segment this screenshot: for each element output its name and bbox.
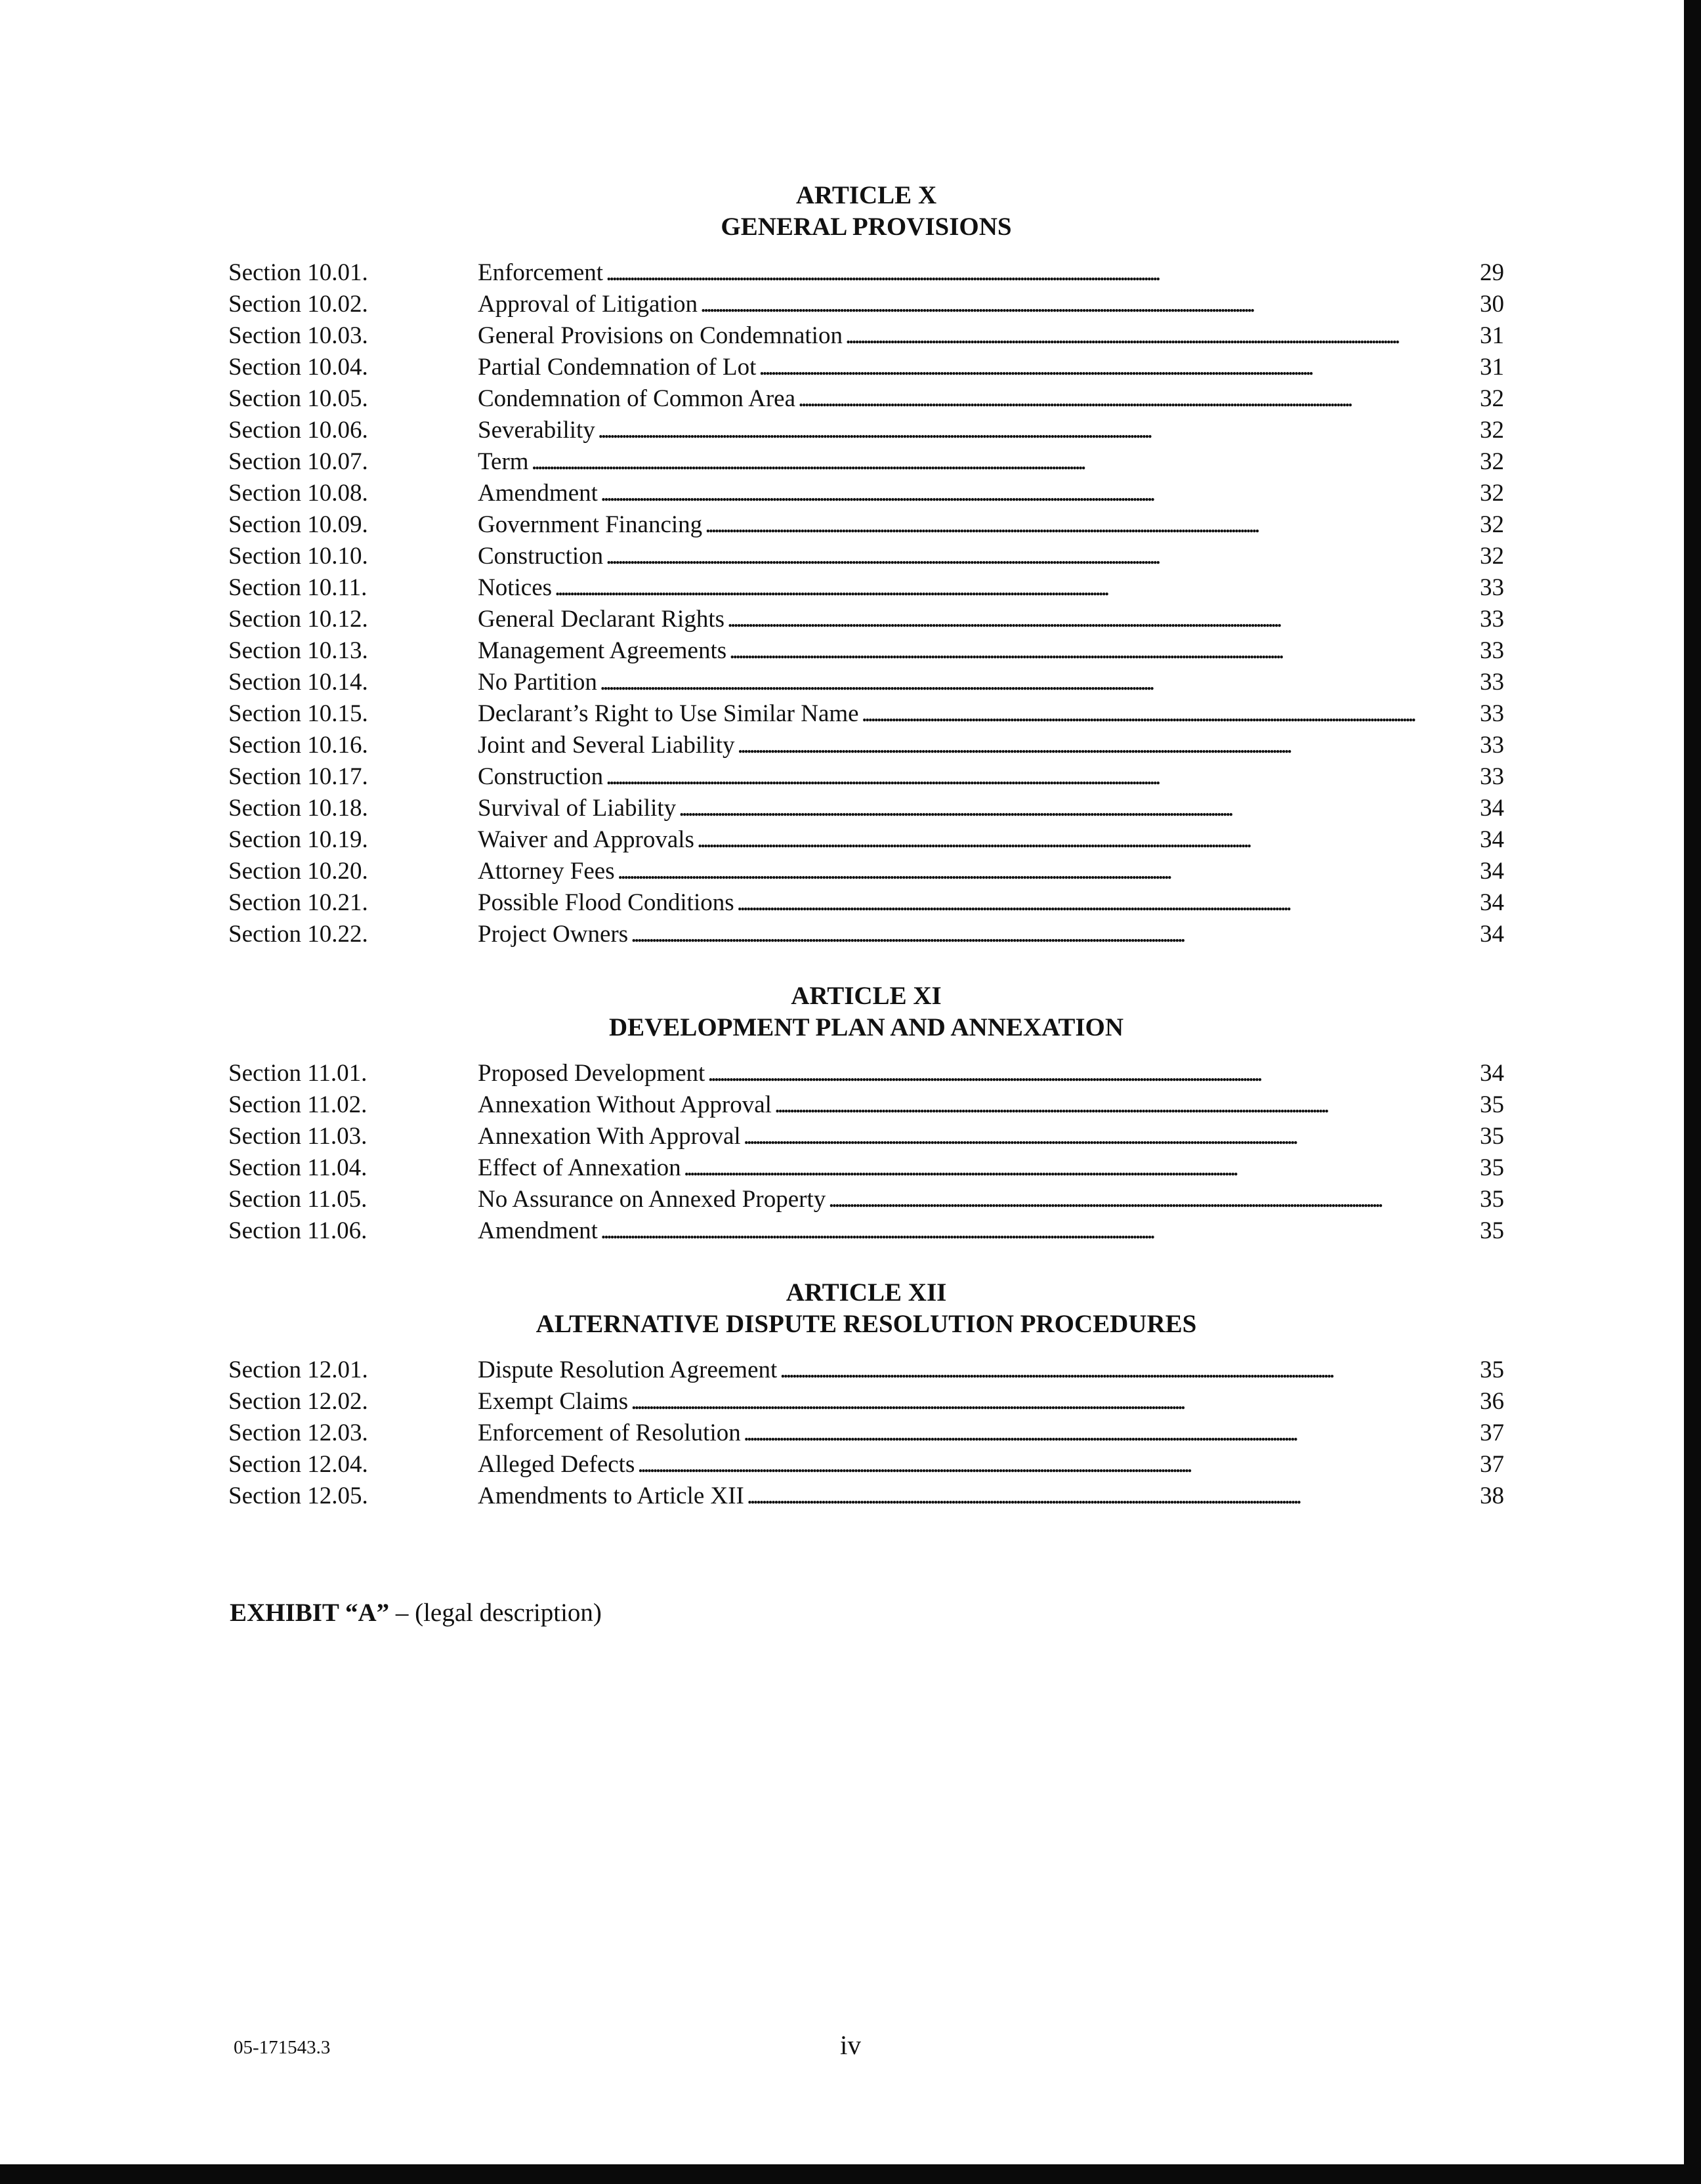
toc-entry [228, 1184, 1504, 1215]
toc-list [228, 1354, 1504, 1512]
section-page-number: 35 [1480, 1217, 1504, 1244]
dot-leader [780, 1354, 1477, 1386]
section-entry [478, 1121, 1504, 1152]
section-entry [478, 761, 1504, 793]
section-title: General Provisions on Condemnation [478, 322, 843, 349]
toc-entry [228, 383, 1504, 415]
section-entry [478, 1184, 1504, 1215]
section-entry [478, 383, 1504, 415]
section-entry [478, 793, 1504, 824]
section-title: Possible Flood Conditions [478, 889, 734, 916]
section-title: Amendment [478, 1217, 598, 1244]
section-title: Condemnation of Common Area [478, 385, 796, 412]
toc-list [228, 1058, 1504, 1247]
section-entry [478, 1386, 1504, 1418]
dot-leader [705, 509, 1477, 541]
toc-entry [228, 667, 1504, 698]
toc-entry [228, 824, 1504, 856]
section-entry [478, 1152, 1504, 1184]
section-page-number: 33 [1480, 763, 1504, 790]
section-title: Joint and Several Liability [478, 732, 735, 759]
section-title: Severability [478, 417, 595, 444]
toc-entry [228, 919, 1504, 950]
section-number: Section 10.18. [228, 795, 368, 822]
section-title: Management Agreements [478, 637, 727, 664]
section-number: Section 10.05. [228, 385, 368, 412]
section-page-number: 33 [1480, 700, 1504, 727]
section-page-number: 32 [1480, 385, 1504, 412]
dot-leader [679, 793, 1477, 824]
section-page-number: 32 [1480, 448, 1504, 475]
exhibit-line [230, 1597, 602, 1629]
article-subtitle: ALTERNATIVE DISPUTE RESOLUTION PROCEDURES [536, 1310, 1197, 1338]
section-page-number: 34 [1480, 889, 1504, 916]
section-number: Section 10.10. [228, 543, 368, 570]
toc-entry [228, 415, 1504, 446]
toc-entry [228, 856, 1504, 887]
article-xi-block [228, 980, 1504, 1247]
dot-leader [606, 541, 1477, 572]
section-entry [478, 730, 1504, 761]
section-number: Section 10.12. [228, 606, 368, 633]
section-entry [478, 415, 1504, 446]
toc-entry [228, 635, 1504, 667]
toc-entry [228, 1418, 1504, 1449]
toc-entry [228, 572, 1504, 604]
article-title: ARTICLE X [795, 181, 937, 209]
dot-leader [845, 320, 1477, 352]
dot-leader [684, 1152, 1477, 1184]
toc-entry [228, 887, 1504, 919]
section-number: Section 10.02. [228, 291, 368, 318]
toc-entry [228, 257, 1504, 289]
section-title: Partial Condemnation of Lot [478, 354, 757, 381]
section-entry [478, 572, 1504, 604]
section-title: No Assurance on Annexed Property [478, 1186, 826, 1213]
section-number: Section 10.03. [228, 322, 368, 349]
section-number: Section 10.07. [228, 448, 368, 475]
article-title: ARTICLE XII [786, 1278, 947, 1307]
toc-entry [228, 509, 1504, 541]
exhibit-label: EXHIBIT “A” [230, 1599, 390, 1627]
section-page-number: 33 [1480, 637, 1504, 664]
dot-leader [598, 415, 1477, 446]
section-number: Section 11.01. [228, 1060, 368, 1087]
section-page-number: 35 [1480, 1154, 1504, 1181]
toc-entry [228, 730, 1504, 761]
dot-leader [631, 919, 1477, 950]
section-number: Section 10.06. [228, 417, 368, 444]
toc-entry [228, 478, 1504, 509]
section-entry [478, 352, 1504, 383]
dot-leader [862, 698, 1477, 730]
dot-leader [774, 1089, 1477, 1121]
section-entry [478, 604, 1504, 635]
section-title: Project Owners [478, 921, 629, 948]
dot-leader [697, 824, 1477, 856]
section-number: Section 12.01. [228, 1356, 368, 1383]
toc-entry [228, 446, 1504, 478]
dot-leader [729, 635, 1477, 667]
toc-entry [228, 1215, 1504, 1247]
dot-leader [747, 1480, 1477, 1512]
section-title: Waiver and Approvals [478, 826, 694, 853]
dot-leader [600, 667, 1477, 698]
dot-leader [744, 1418, 1477, 1449]
dot-leader [700, 289, 1477, 320]
section-entry [478, 289, 1504, 320]
section-title: Enforcement of Resolution [478, 1419, 741, 1446]
toc-entry [228, 1354, 1504, 1386]
toc-entry [228, 604, 1504, 635]
section-entry [478, 446, 1504, 478]
section-number: Section 10.11. [228, 574, 368, 601]
dot-leader [798, 383, 1477, 415]
section-entry [478, 1089, 1504, 1121]
scan-border-right [1684, 0, 1701, 2184]
section-page-number: 33 [1480, 606, 1504, 633]
section-page-number: 35 [1480, 1356, 1504, 1383]
section-title: Alleged Defects [478, 1451, 635, 1478]
toc-entry [228, 1449, 1504, 1480]
section-title: Approval of Litigation [478, 291, 698, 318]
section-title: Declarant’s Right to Use Similar Name [478, 700, 859, 727]
section-number: Section 12.04. [228, 1451, 368, 1478]
section-title: Annexation With Approval [478, 1123, 741, 1150]
section-entry [478, 824, 1504, 856]
section-entry [478, 887, 1504, 919]
scan-border-bottom [0, 2164, 1701, 2184]
dot-leader [744, 1121, 1477, 1152]
document-id: 05-171543.3 [234, 2037, 331, 2058]
toc-list [228, 257, 1504, 950]
dot-leader [707, 1058, 1477, 1089]
section-number: Section 10.17. [228, 763, 368, 790]
article-title: ARTICLE XI [791, 982, 942, 1010]
section-number: Section 10.20. [228, 858, 368, 885]
section-page-number: 37 [1480, 1451, 1504, 1478]
exhibit-description: – (legal description) [389, 1599, 602, 1627]
toc-entry [228, 289, 1504, 320]
dot-leader [637, 1449, 1477, 1480]
section-entry [478, 635, 1504, 667]
toc-entry [228, 1121, 1504, 1152]
dot-leader [600, 478, 1477, 509]
section-title: Construction [478, 543, 604, 570]
section-entry [478, 1418, 1504, 1449]
section-entry [478, 478, 1504, 509]
section-title: Enforcement [478, 259, 604, 286]
section-number: Section 10.16. [228, 732, 368, 759]
article-subtitle: DEVELOPMENT PLAN AND ANNEXATION [608, 1013, 1124, 1041]
table-of-contents [228, 180, 1504, 1542]
section-page-number: 33 [1480, 574, 1504, 601]
dot-leader [737, 887, 1477, 919]
section-number: Section 11.04. [228, 1154, 368, 1181]
section-number: Section 10.21. [228, 889, 368, 916]
dot-leader [555, 572, 1477, 604]
section-entry [478, 320, 1504, 352]
section-number: Section 12.05. [228, 1482, 368, 1509]
toc-entry [228, 1089, 1504, 1121]
section-page-number: 29 [1480, 259, 1504, 286]
dot-leader [828, 1184, 1477, 1215]
dot-leader [532, 446, 1477, 478]
section-page-number: 34 [1480, 795, 1504, 822]
dot-leader [727, 604, 1477, 635]
section-number: Section 12.02. [228, 1388, 368, 1415]
dot-leader [600, 1215, 1477, 1247]
dot-leader [738, 730, 1478, 761]
section-page-number: 31 [1480, 354, 1504, 381]
section-title: Survival of Liability [478, 795, 677, 822]
section-page-number: 32 [1480, 543, 1504, 570]
section-title: Amendments to Article XII [478, 1482, 744, 1509]
section-page-number: 30 [1480, 291, 1504, 318]
section-page-number: 32 [1480, 417, 1504, 444]
section-number: Section 10.13. [228, 637, 368, 664]
section-title: Amendment [478, 480, 598, 507]
section-title: Proposed Development [478, 1060, 705, 1087]
toc-entry [228, 352, 1504, 383]
section-title: Exempt Claims [478, 1388, 629, 1415]
dot-leader [759, 352, 1477, 383]
section-number: Section 11.03. [228, 1123, 368, 1150]
section-page-number: 38 [1480, 1482, 1504, 1509]
section-title: Effect of Annexation [478, 1154, 681, 1181]
section-title: Annexation Without Approval [478, 1091, 772, 1118]
section-number: Section 10.15. [228, 700, 368, 727]
page-number: iv [840, 2030, 861, 2060]
section-title: No Partition [478, 669, 597, 696]
article-subtitle: GENERAL PROVISIONS [721, 213, 1012, 241]
section-entry [478, 509, 1504, 541]
section-number: Section 10.14. [228, 669, 368, 696]
section-page-number: 36 [1480, 1388, 1504, 1415]
toc-entry [228, 320, 1504, 352]
section-number: Section 10.01. [228, 259, 368, 286]
section-page-number: 35 [1480, 1123, 1504, 1150]
section-page-number: 34 [1480, 858, 1504, 885]
article-x-block [228, 180, 1504, 950]
section-page-number: 35 [1480, 1091, 1504, 1118]
section-entry [478, 1215, 1504, 1247]
section-entry [478, 1449, 1504, 1480]
section-page-number: 37 [1480, 1419, 1504, 1446]
dot-leader [606, 761, 1477, 793]
section-title: Construction [478, 763, 604, 790]
toc-entry [228, 698, 1504, 730]
toc-entry [228, 1058, 1504, 1089]
section-page-number: 32 [1480, 480, 1504, 507]
section-entry [478, 1354, 1504, 1386]
toc-entry [228, 1152, 1504, 1184]
section-number: Section 10.08. [228, 480, 368, 507]
section-page-number: 34 [1480, 1060, 1504, 1087]
section-number: Section 10.22. [228, 921, 368, 948]
section-page-number: 35 [1480, 1186, 1504, 1213]
section-entry [478, 1480, 1504, 1512]
section-number: Section 11.02. [228, 1091, 368, 1118]
dot-leader [618, 856, 1477, 887]
section-title: Attorney Fees [478, 858, 615, 885]
toc-entry [228, 1480, 1504, 1512]
section-page-number: 32 [1480, 511, 1504, 538]
section-page-number: 33 [1480, 732, 1504, 759]
section-entry [478, 257, 1504, 289]
section-title: Government Financing [478, 511, 703, 538]
section-title: Dispute Resolution Agreement [478, 1356, 778, 1383]
section-title: Notices [478, 574, 553, 601]
section-number: Section 10.19. [228, 826, 368, 853]
article-xii-block [228, 1277, 1504, 1512]
section-entry [478, 1058, 1504, 1089]
section-entry [478, 667, 1504, 698]
section-title: Term [478, 448, 529, 475]
section-page-number: 34 [1480, 921, 1504, 948]
section-entry [478, 541, 1504, 572]
section-entry [478, 919, 1504, 950]
section-number: Section 11.06. [228, 1217, 368, 1244]
section-title: General Declarant Rights [478, 606, 725, 633]
dot-leader [631, 1386, 1477, 1418]
section-page-number: 31 [1480, 322, 1504, 349]
section-entry [478, 698, 1504, 730]
toc-entry [228, 541, 1504, 572]
dot-leader [606, 257, 1477, 289]
toc-entry [228, 761, 1504, 793]
section-page-number: 34 [1480, 826, 1504, 853]
section-number: Section 11.05. [228, 1186, 368, 1213]
section-number: Section 10.04. [228, 354, 368, 381]
section-page-number: 33 [1480, 669, 1504, 696]
toc-entry [228, 1386, 1504, 1418]
toc-entry [228, 793, 1504, 824]
section-number: Section 12.03. [228, 1419, 368, 1446]
section-number: Section 10.09. [228, 511, 368, 538]
section-entry [478, 856, 1504, 887]
